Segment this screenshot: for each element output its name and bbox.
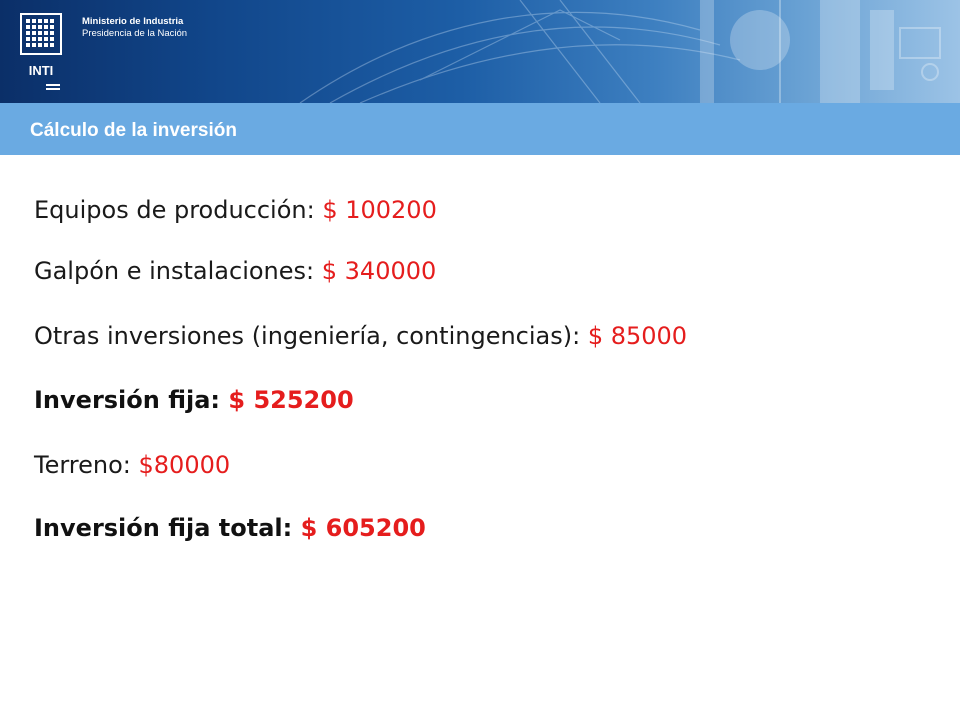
line-galpon <box>34 257 436 285</box>
line-inversion-fija-total <box>34 514 426 542</box>
line-terreno <box>34 451 230 479</box>
line-value: $ 85000 <box>587 322 688 350</box>
line-inversion-fija <box>34 386 354 414</box>
inti-logo <box>18 12 66 94</box>
ministry-caption <box>82 16 187 40</box>
line-value: $ 100200 <box>322 196 437 224</box>
line-label: Inversión fija total: <box>34 514 301 542</box>
line-value: $ 605200 <box>300 514 426 542</box>
line-label: Galpón e instalaciones: <box>34 257 322 285</box>
line-label: Inversión fija: <box>34 386 229 414</box>
header-banner <box>0 0 960 103</box>
line-otras <box>34 322 687 350</box>
line-label: Equipos de producción: <box>34 196 323 224</box>
line-label: Otras inversiones (ingeniería, contingencias): <box>34 322 588 350</box>
title-bar <box>0 103 960 155</box>
line-value: $ 340000 <box>321 257 437 285</box>
logo-wordmark: INTI <box>28 63 54 78</box>
ministry-name: Ministerio de Industria <box>82 16 184 27</box>
line-value: $80000 <box>138 451 231 479</box>
line-label: Terreno: <box>34 451 139 479</box>
line-equipos <box>34 196 437 224</box>
slide-title: Cálculo de la inversión <box>30 120 237 141</box>
line-value: $ 525200 <box>228 386 354 414</box>
ministry-subtitle: Presidencia de la Nación <box>82 28 188 39</box>
